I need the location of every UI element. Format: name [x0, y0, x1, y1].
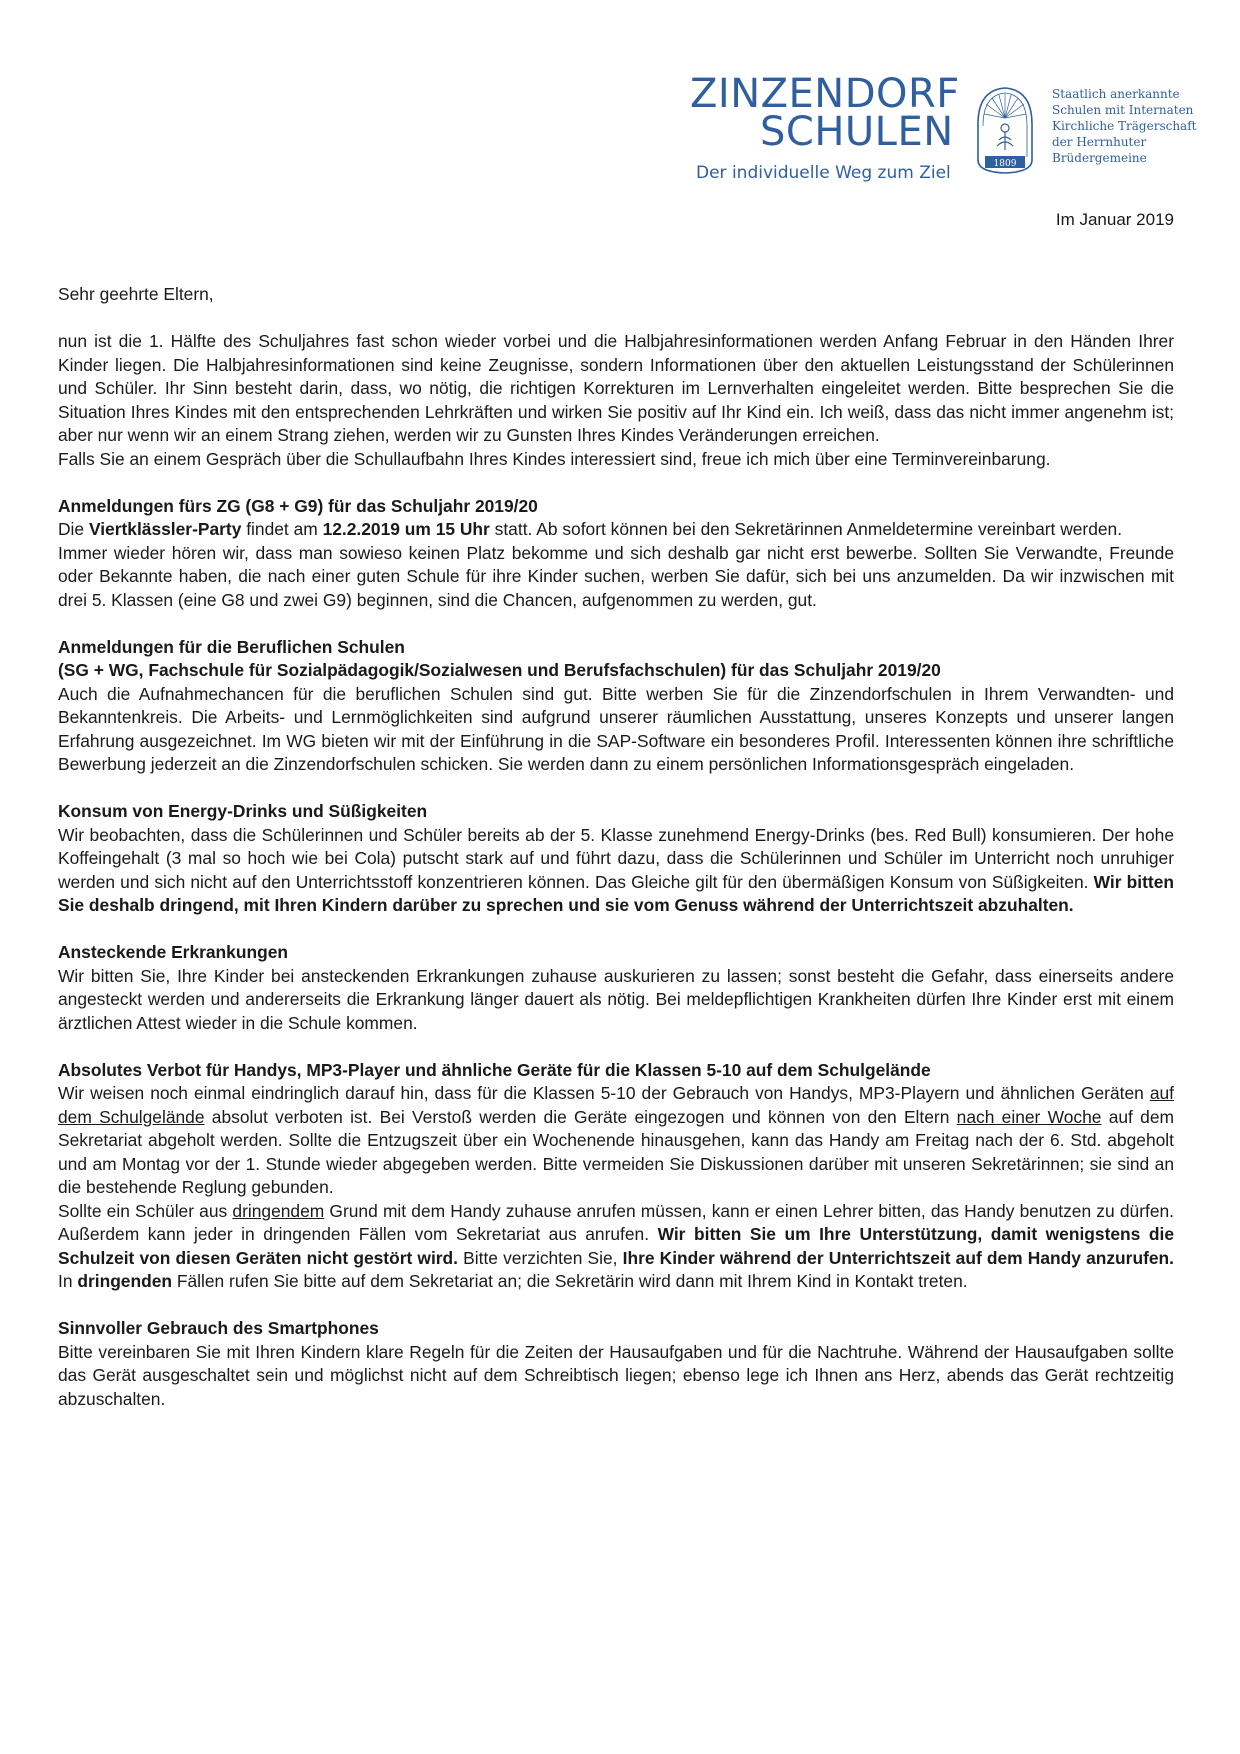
logo-wordmark-line1: ZINZENDORF: [690, 71, 960, 117]
section-smartphone-paragraph: Bitte vereinbaren Sie mit Ihren Kindern klare Regeln für die Zeiten der Hausaufgaben und für die Nachtruhe. Während der Hausaufgaben sollte das Gerät ausgeschaltet sein und möglichst nicht auf dem Schreibtisch liegen; ebenso lege ich Ihnen ans Herz, abends das Gerät rechtzeitig abzuschalten.: [58, 1341, 1174, 1409]
section-subheading-berufliche-schulen: (SG + WG, Fachschule für Sozialpädagogik/Sozialwesen und Berufsfachschulen) für das Schuljahr 2019/20: [58, 660, 941, 680]
emblem-year: 1809: [993, 159, 1017, 169]
school-logo: [690, 71, 1197, 192]
logo-side-text: [1052, 86, 1202, 166]
section-energy-paragraph: Wir beobachten, dass die Schülerinnen und Schüler bereits ab der 5. Klasse zunehmend Energy-Drinks (bes. Red Bull) konsumieren. Der hohe Koffeingehalt (3 mal so hoch wie bei Cola) putscht stark auf und führt dazu, dass die Schülerinnen und Schüler im Unterricht noch unruhiger werden und sich nicht auf den Unterrichtsstoff konzentrieren können. Das Gleiche gilt für den übermäßigen Konsum von Süßigkeiten. Wir bitten Sie deshalb dringend, mit Ihren Kindern darüber zu sprechen und sie vom Genuss während der Unterrichtszeit abzuhalten.: [58, 824, 1174, 915]
section-heading-zg: Anmeldungen fürs ZG (G8 + G9) für das Schuljahr 2019/20: [58, 495, 538, 516]
logo-tagline: Der individuelle Weg zum Ziel: [696, 163, 951, 183]
intro-paragraph: nun ist die 1. Hälfte des Schuljahres fast schon wieder vorbei und die Halbjahresinformationen werden Anfang Februar in den Händen Ihrer Kinder liegen. Die Halbjahresinformationen sind keine Zeugnisse, sondern Informationen über den aktuellen Leistungsstand der Schülerinnen und Schüler. Ihr Sinn besteht darin, dass, wo nötig, die richtigen Korrekturen im Lernverhalten eingeleitet werden. Bitte besprechen Sie die Situation Ihres Kindes mit den entsprechenden Lehrkräften und wirken Sie positiv auf Ihr Kind ein. Ich weiß, dass das nicht immer angenehm ist; aber nur wenn wir an einem Strang ziehen, werden wir zu Gunsten Ihres Kindes Veränderungen erreichen.: [58, 331, 1174, 445]
section-heading-handy-verbot: Absolutes Verbot für Handys, MP3-Player und ähnliche Geräte für die Klassen 5-10 auf dem Schulgelände: [58, 1059, 931, 1080]
salutation: Sehr geehrte Eltern,: [58, 284, 214, 304]
section-berufliche-paragraph: Auch die Aufnahmechancen für die beruflichen Schulen sind gut. Bitte werben Sie für die Zinzendorfschulen in Ihrem Verwandten- und Bekanntenkreis. Die Arbeits- und Lernmöglichkeiten sind aufgrund unserer räumlichen Ausstattung, unseres Konzepts und unserer langen Erfahrung ausgezeichnet. Im WG bieten wir mit der Einführung in die SAP-Software ein besonderes Profil. Interessenten können ihre schriftliche Bewerbung jederzeit an die Zinzendorfschulen schicken. Sie werden dann zu einem persönlichen Informationsgespräch eingeladen.: [58, 683, 1174, 774]
section-heading-energy-drinks: Konsum von Energy-Drinks und Süßigkeiten: [58, 801, 428, 821]
section-handy-paragraph-1: Wir weisen noch einmal eindringlich darauf hin, dass für die Klassen 5-10 der Gebrauch von Handys, MP3-Playern und ähnlichen Geräten auf dem Schulgelände absolut verboten ist. Bei Verstoß werden die Geräte eingezogen und können von den Eltern nach einer Woche auf dem Sekretariat abgeholt werden. Sollte die Entzugszeit über ein Wochenende hinausgehen, kann das Handy am Freitag nach der 6. Std. abgeholt und am Montag vor der 1. Stunde wieder abgegeben werden. Bitte vermeiden Sie Diskussionen darüber mit unseren Sekretärinnen; sie sind an die bestehende Reglung gebunden.: [58, 1083, 1175, 1197]
section-zg-paragraph-1: Die Viertklässler-Party findet am 12.2.2019 um 15 Uhr statt. Ab sofort können bei den Sekretärinnen Anmeldetermine vereinbart werden.: [58, 519, 1123, 539]
section-heading-erkrankungen: Ansteckende Erkrankungen: [58, 942, 289, 962]
emblem-icon: [972, 84, 1038, 176]
logo-side-line: Schulen mit Internaten: [1052, 103, 1194, 117]
letter-body: [58, 283, 1174, 1411]
section-handy-paragraph-2: Sollte ein Schüler aus dringendem Grund mit dem Handy zuhause anrufen müssen, kann er einen Lehrer bitten, das Handy benutzen zu dürfen. Außerdem kann jeder in dringenden Fällen vom Sekretariat aus anrufen. Wir bitten Sie um Ihre Unterstützung, damit wenigstens die Schulzeit von diesen Geräten nicht gestört wird. Bitte verzichten Sie, Ihre Kinder während der Unterrichtszeit auf dem Handy anzurufen. In dringenden Fällen rufen Sie bitte auf dem Sekretariat an; die Sekretärin wird dann mit Ihrem Kind in Kontakt treten.: [58, 1200, 1174, 1291]
logo-wordmark-line2: SCHULEN: [760, 109, 954, 155]
logo-side-line: der Herrnhuter: [1052, 135, 1147, 149]
letter-date: Im Januar 2019: [1055, 210, 1174, 229]
intro-paragraph-2: Falls Sie an einem Gespräch über die Schullaufbahn Ihres Kindes interessiert sind, freue ich mich über eine Terminvereinbarung.: [58, 448, 1051, 469]
logo-side-line: Brüdergemeine: [1052, 151, 1147, 165]
logo-side-line: Staatlich anerkannte: [1052, 87, 1180, 101]
section-heading-smartphone: Sinnvoller Gebrauch des Smartphones: [58, 1318, 379, 1338]
section-erkrankungen-paragraph: Wir bitten Sie, Ihre Kinder bei ansteckenden Erkrankungen zuhause auskurieren zu lassen; sonst besteht die Gefahr, dass einerseits andere angesteckt werden und andererseits die Erkrankung länger dauert als nötig. Bei meldepflichtigen Krankheiten dürfen Ihre Kinder erst mit einem ärztlichen Attest wieder in die Schule kommen.: [58, 965, 1174, 1033]
logo-side-line: Kirchliche Trägerschaft: [1052, 119, 1197, 133]
section-zg-paragraph-2: Immer wieder hören wir, dass man sowieso keinen Platz bekomme und sich deshalb gar nicht erst bewerbe. Sollten Sie Verwandte, Freunde oder Bekannte haben, die nach einer guten Schule für ihre Kinder suchen, werben Sie dafür, sich bei uns anzumelden. Da wir inzwischen mit drei 5. Klassen (eine G8 und zwei G9) beginnen, sind die Chancen, aufgenommen zu werden, gut.: [58, 542, 1174, 610]
section-heading-berufliche-schulen: Anmeldungen für die Beruflichen Schulen: [58, 636, 405, 657]
